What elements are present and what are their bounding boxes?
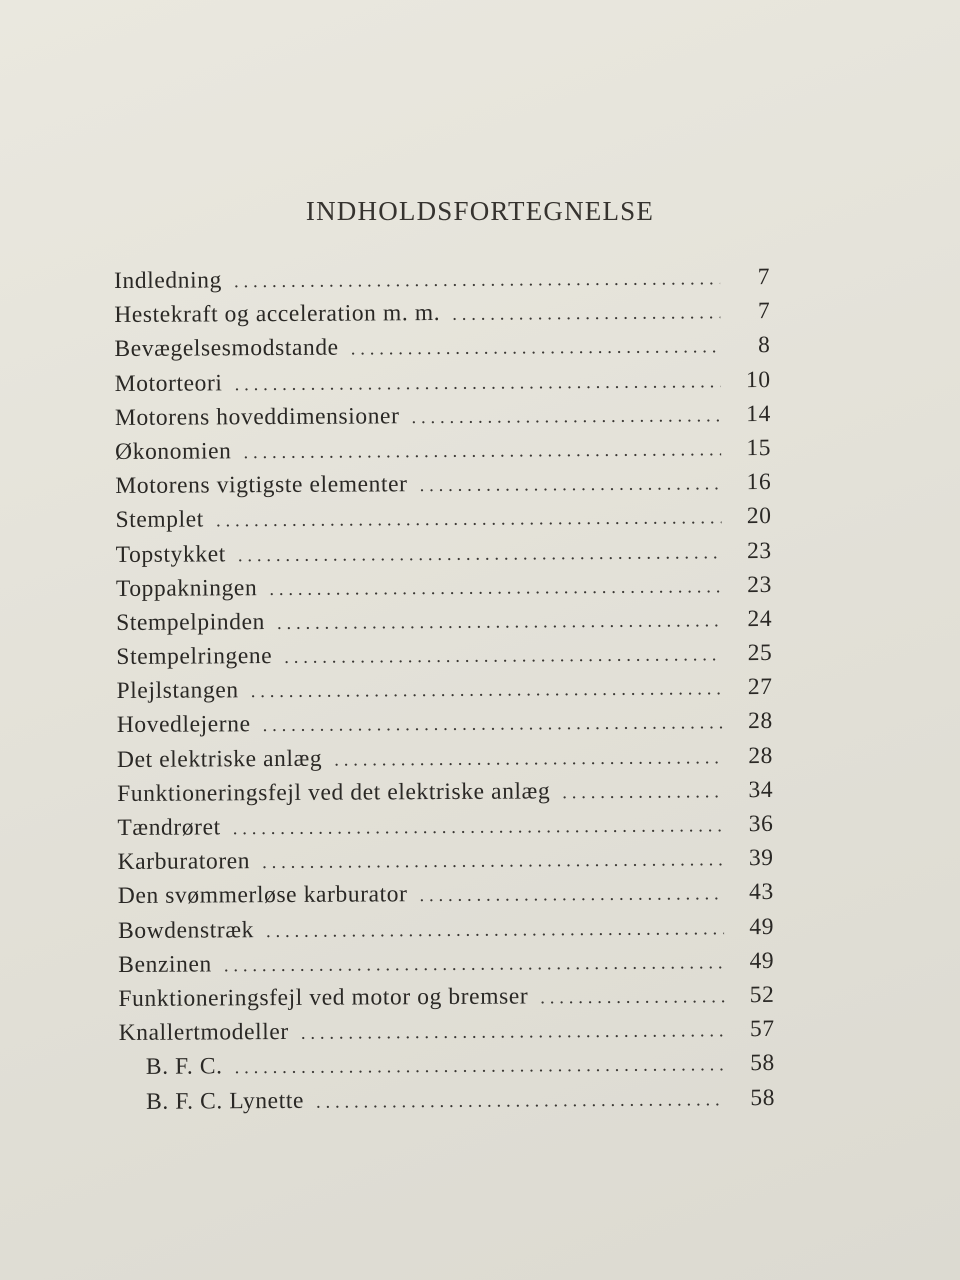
toc-entry-page: 27 bbox=[747, 674, 773, 701]
toc-entry-label: Hovedlejerne bbox=[116, 711, 251, 739]
dot-leader bbox=[262, 849, 724, 874]
toc-entry-label: Motorens hoveddimensioner bbox=[114, 403, 400, 431]
dot-leader bbox=[562, 781, 723, 804]
toc-entry bbox=[115, 435, 771, 473]
toc-entry-page: 8 bbox=[758, 332, 771, 359]
toc-entry-label: Karburatoren bbox=[117, 848, 251, 876]
toc-entry bbox=[116, 572, 772, 610]
dot-leader bbox=[238, 542, 722, 567]
toc-entry-page: 49 bbox=[749, 913, 775, 940]
dot-leader bbox=[266, 918, 724, 943]
toc-subentry bbox=[119, 1050, 775, 1088]
toc-entry-page: 43 bbox=[749, 879, 774, 906]
toc-entry bbox=[116, 640, 772, 678]
table-of-contents bbox=[114, 264, 775, 1123]
toc-entry-page: 28 bbox=[748, 708, 773, 735]
toc-entry bbox=[114, 298, 770, 336]
toc-entry bbox=[117, 777, 773, 815]
toc-entry-label: Stempelpinden bbox=[116, 608, 266, 636]
toc-entry-label: Motorteori bbox=[114, 369, 223, 397]
dot-leader bbox=[224, 952, 725, 977]
toc-entry bbox=[117, 674, 773, 712]
toc-entry-page: 23 bbox=[746, 537, 772, 564]
toc-entry-page: 7 bbox=[757, 298, 771, 325]
toc-entry bbox=[115, 401, 771, 439]
toc-entry bbox=[114, 264, 770, 302]
toc-entry-page: 39 bbox=[748, 845, 774, 872]
toc-entry bbox=[114, 332, 770, 370]
toc-entry-label: Knallertmodeller bbox=[118, 1019, 289, 1047]
toc-entry bbox=[118, 845, 774, 883]
toc-entry bbox=[118, 879, 774, 917]
toc-entry-page: 25 bbox=[747, 640, 773, 667]
toc-entry-page: 7 bbox=[757, 263, 771, 291]
toc-entry-label: Bowdenstræk bbox=[117, 916, 254, 944]
toc-entry bbox=[117, 708, 773, 746]
dot-leader bbox=[269, 576, 722, 601]
toc-entry-page: 36 bbox=[748, 810, 774, 838]
toc-entry-page: 15 bbox=[746, 434, 772, 462]
toc-entry-page: 58 bbox=[750, 1084, 776, 1111]
toc-entry bbox=[115, 469, 771, 507]
toc-entry-label: Tændrøret bbox=[117, 814, 221, 841]
toc-entry-label: Motorens vigtigste elementer bbox=[115, 471, 408, 500]
toc-entry bbox=[117, 743, 773, 781]
toc-entry-label: Topstykket bbox=[115, 540, 226, 568]
dot-leader bbox=[235, 1055, 725, 1080]
toc-entry-page: 16 bbox=[746, 469, 772, 496]
toc-entry-page: 24 bbox=[747, 605, 773, 633]
toc-entry bbox=[118, 982, 774, 1020]
dot-leader bbox=[419, 473, 721, 497]
dot-leader bbox=[234, 371, 720, 396]
toc-entry-page: 28 bbox=[748, 742, 774, 769]
toc-entry-page: 23 bbox=[747, 571, 773, 598]
toc-entry-label: Det elektriske anlæg bbox=[116, 745, 323, 773]
toc-entry-page: 34 bbox=[748, 776, 774, 803]
dot-leader bbox=[419, 884, 723, 908]
toc-entry-label: B. F. C. Lynette bbox=[146, 1087, 305, 1115]
toc-entry-label: Plejlstangen bbox=[116, 677, 239, 705]
page-title: INDHOLDSFORTEGNELSE bbox=[305, 196, 655, 226]
toc-entry-label: Økonomien bbox=[115, 438, 232, 465]
dot-leader bbox=[233, 815, 724, 840]
toc-entry bbox=[118, 914, 774, 952]
dot-leader bbox=[334, 747, 723, 771]
dot-leader bbox=[316, 1089, 725, 1113]
toc-entry-label: Toppakningen bbox=[115, 574, 258, 602]
toc-entry-page: 49 bbox=[749, 947, 775, 974]
toc-entry-label: Stempelringene bbox=[116, 643, 273, 671]
dot-leader bbox=[284, 644, 722, 669]
toc-entry bbox=[116, 537, 772, 575]
dot-leader bbox=[411, 405, 721, 429]
toc-entry-label: Bevægelsesmodstande bbox=[114, 335, 339, 363]
dot-leader bbox=[243, 439, 721, 464]
toc-entry bbox=[117, 811, 773, 849]
dot-leader bbox=[540, 986, 724, 1009]
toc-entry-label: Funktioneringsfejl ved motor og bremser bbox=[118, 983, 529, 1012]
toc-entry bbox=[116, 606, 772, 644]
toc-entry bbox=[118, 948, 774, 986]
dot-leader bbox=[251, 679, 723, 704]
toc-entry-page: 14 bbox=[746, 400, 771, 427]
dot-leader bbox=[452, 302, 720, 326]
toc-entry-page: 58 bbox=[750, 1050, 775, 1077]
toc-entry-page: 10 bbox=[745, 366, 771, 393]
dot-leader bbox=[263, 713, 723, 738]
toc-entry-label: Den svømmerløse karburator bbox=[117, 881, 408, 910]
toc-entry bbox=[115, 503, 771, 541]
toc-entry-label: Stemplet bbox=[115, 506, 204, 534]
toc-entry bbox=[119, 1016, 775, 1054]
toc-entry-label: B. F. C. bbox=[145, 1053, 223, 1081]
dot-leader bbox=[277, 610, 722, 635]
toc-subentry bbox=[119, 1084, 775, 1122]
toc-entry-label: Hestekraft og acceleration m. m. bbox=[114, 300, 441, 329]
toc-entry-label: Funktioneringsfejl ved det elektriske anlæg bbox=[117, 778, 551, 807]
toc-entry-label: Indledning bbox=[114, 267, 222, 294]
toc-entry-page: 57 bbox=[749, 1016, 775, 1043]
dot-leader bbox=[216, 508, 722, 533]
toc-entry-page: 52 bbox=[749, 981, 775, 1009]
toc-entry bbox=[115, 367, 771, 405]
dot-leader bbox=[234, 268, 720, 293]
dot-leader bbox=[351, 337, 721, 361]
dot-leader bbox=[301, 1020, 725, 1045]
toc-entry-page: 20 bbox=[746, 503, 772, 530]
toc-entry-label: Benzinen bbox=[118, 951, 212, 978]
